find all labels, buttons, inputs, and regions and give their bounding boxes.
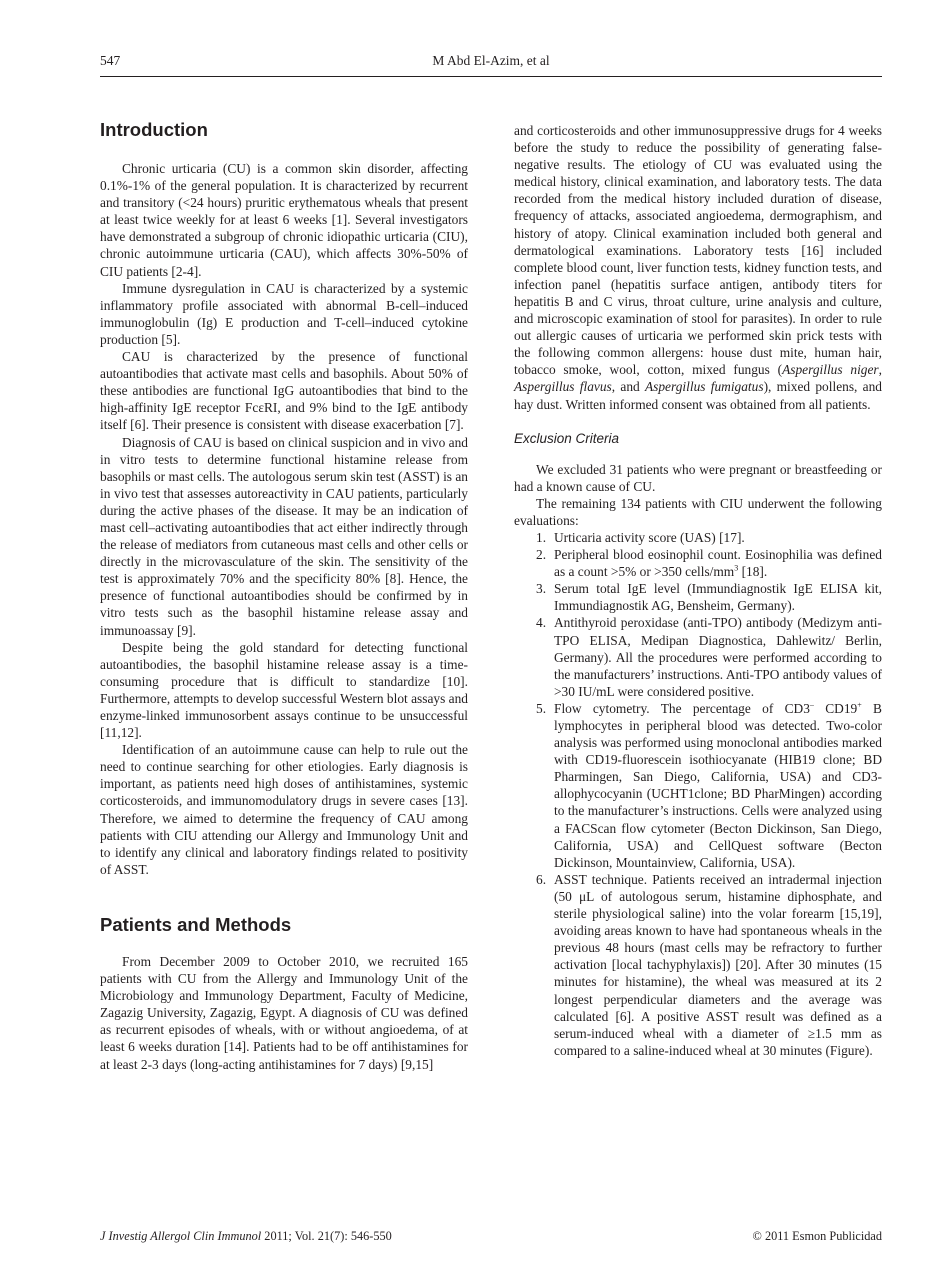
- intro-paragraph: Despite being the gold standard for detecting functional autoantibodies, the basophil histamine release assay is a time-consuming procedure that is difficult to standardize [10]. Furthermore, attempts to develop successful Western blot assays and enzyme-linked immunosorbent assays continue to be unsuccessful [11,12].: [100, 639, 468, 741]
- copyright: © 2011 Esmon Publicidad: [752, 1229, 882, 1243]
- evaluation-list: [514, 529, 882, 1059]
- list-item: 2. Peripheral blood eosinophil count. Eosinophilia was defined as a count >5% or >350 cells/$mm^3$ [18].: [536, 547, 882, 580]
- species-name: Aspergillus fumigatus: [644, 379, 764, 395]
- list-item: 3. Serum total IgE level (Immundiagnostik IgE ELISA kit, Immundiagnostik AG, Bensheim, Germany).: [536, 581, 882, 614]
- methods-heading: Patients and Methods: [100, 913, 292, 935]
- species-name: Aspergillus flavus: [514, 379, 612, 395]
- header-rule: [100, 76, 882, 77]
- right-column: [514, 122, 882, 1059]
- exclusion-paragraph: The remaining 134 patients with CIU underwent the following evaluations:: [514, 495, 882, 528]
- list-item: 4. Antithyroid peroxidase (anti-TPO) antibody (Medizym anti-TPO ELISA, Medipan Diagnostica, Dahlewitz/ Berlin, Germany). All the procedures were performed according to the manufacturers’ instructions. Anti-TPO antibody values of >30 IU/mL were considered positive.: [536, 615, 882, 699]
- intro-paragraph: Diagnosis of CAU is based on clinical suspicion and in vivo and in vitro tests to determine functional histamine release from basophils or mast cells. The autologous serum skin test (ASST) is an in vivo test that assesses autoreactivity in CAU patients, particularly during the active phases of the disease. It may be an indication of mast cell–activating autoantibodies that act either indirectly through the release of mediators from cutaneous mast cells and other cells or directly in the microvasculature of the skin. The sensitivity of the test is approximately 70% and the specificity 80% [8]. Hence, the presence of functional autoantibodies should be confirmed by in vitro tests such as the basophil histamine release assay and immunoassay [9].: [100, 434, 468, 638]
- running-authors: M Abd El-Azim, et al: [432, 53, 550, 68]
- page-header: [100, 53, 882, 75]
- intro-paragraph: Immune dysregulation in CAU is characterized by a systemic inflammatory profile associated with abnormal B-cell–induced immunoglobulin (Ig) E production and T-cell–induced cytokine production [5].: [100, 280, 468, 347]
- methods-paragraph: From December 2009 to October 2010, we recruited 165 patients with CU from the Allergy and Immunology Unit of the Microbiology and Immunology Department, Faculty of Medicine, Zagazig University, Zagazig, Egypt. A diagnosis of CU was defined as recurrent episodes of wheals, with or without angioedema, of at least 6 weeks duration [14]. Patients had to be off antihistamines for at least 2-3 days (long-acting antihistamines for 7 days) [9,15]: [100, 953, 468, 1072]
- species-name: Aspergillus niger: [782, 362, 879, 378]
- intro-paragraph: Chronic urticaria (CU) is a common skin disorder, affecting 0.1%-1% of the general population. It is characterized by recurrent and transitory (<24 hours) pruritic erythematous wheals that present at least twice weekly for at least 6 weeks [1]. Several investigators have demonstrated a subgroup of chronic idiopathic urticaria (CIU), chronic autoimmune urticaria (CAU), which affects 30%-50% of CIU patients [2-4].: [100, 161, 468, 279]
- methods-continuation: and corticosteroids and other immunosuppressive drugs for 4 weeks before the study to reduce the possibility of generating false-negative results. The etiology of CU was evaluated using the medical history, clinical examination, and laboratory tests. The data recorded from the medical history included duration of disease, frequency of attacks, associated angioedema, dermographism, and history of atopy. Clinical examination included both general and dermatological examinations. Laboratory tests [16] included complete blood count, liver function tests, kidney function tests, and infection panel (hepatitis surface antigen, antibody titers for hepatitis B and C virus, throat culture, urine analysis and culture, and microscopic examination of stool for parasites). In order to rule out allergic causes of urticaria we performed skin prick tests with the following common allergens: house dust mite, human hair, tobacco smoke, wool, cotton, mixed fungus (Aspergillus niger, Aspergillus flavus, and Aspergillus fumigatus), mixed pollens, and hay dust. Written informed consent was obtained from all patients.: [514, 123, 883, 412]
- exclusion-criteria-heading: Exclusion Criteria: [514, 430, 620, 446]
- page-number: 547: [100, 53, 121, 68]
- list-item: 1. Urticaria activity score (UAS) [17].: [536, 529, 745, 545]
- list-item: 6. ASST technique. Patients received an intradermal injection (50 μL of autologous serum, histamine diphosphate, and sterile physiological saline) into the volar forearm [15,19], avoiding areas known to have had spontaneous wheals in the previous 48 hours (mast cells may be refractory to further activation [local tachyphylaxis]) [20]. After 30 minutes (15 minutes for histamine), the wheal was measured at its 2 longest perpendicular diameters and the average was calculated [6]. A positive ASST result was defined as a serum-induced wheal with a diameter of ≥1.5 mm as compared to a saline-induced wheal at 30 minutes (Figure).: [536, 871, 882, 1058]
- intro-paragraph: CAU is characterized by the presence of functional autoantibodies that activate mast cells and basophils. About 50% of these antibodies are functional IgG autoantibodies that bind to the high-affinity IgE receptor FcεRI, and 9% bind to the IgE antibody itself [6]. Their presence is consistent with disease exacerbation [7].: [100, 349, 468, 433]
- intro-paragraph: Identification of an autoimmune cause can help to rule out the need to continue searching for other etiologies. Early diagnosis is important, as patients need high doses of antihistamines, systemic corticosteroids, and immunomodulatory drugs in severe cases [13]. Therefore, we aimed to determine the frequency of CAU among patients with CIU attending our Allergy and Immunology Unit and to identify any clinical and laboratory findings related to positivity of ASST.: [100, 742, 468, 877]
- journal-citation: J Investig Allergol Clin Immunol 2011; Vol. 21(7): 546-550: [100, 1229, 392, 1243]
- left-column: [100, 119, 468, 1073]
- introduction-heading: Introduction: [100, 119, 208, 140]
- list-item: 5. Flow cytometry. The percentage of CD3– CD19+ B lymphocytes in peripheral blood was detected. Two-color analysis was performed using monoclonal antibodies marked with CD19-fluorescein isothiocyanate (HIB19 clone; BD Pharmingen, San Diego, California, USA) and CD3-allophycocyanin (UCHT1clone; BD PharMingen) according to the manufacturer’s instructions. Cells were analyzed using a FACScan flow cytometer (Becton Dickinson, San Diego, California, USA) and CellQuest software (Becton Dickinson, Mountainview, California, USA).: [536, 700, 882, 870]
- exclusion-paragraph: We excluded 31 patients who were pregnant or breastfeeding or had a known cause of CU.: [514, 461, 882, 494]
